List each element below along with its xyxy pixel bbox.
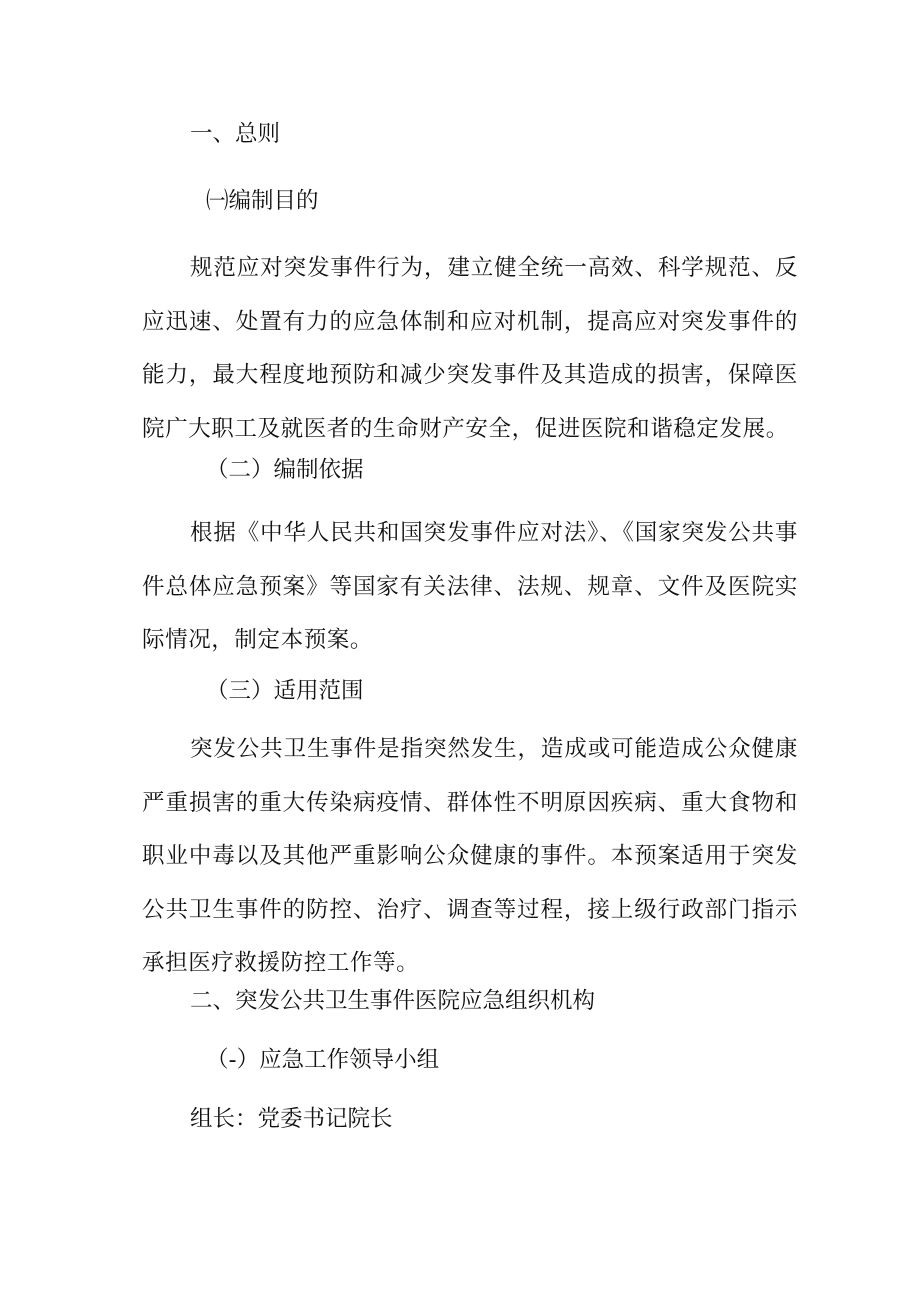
- section-heading-organization: 二、突发公共卫生事件医院应急组织机构: [190, 988, 596, 1014]
- subheading-scope: （三）适用范围: [206, 678, 364, 704]
- paragraph-scope: 突发公共卫生事件是指突然发生，造成或可能造成公众健康严重损害的重大传染病疫情、群体性不明原因疾病、重大食物和职业中毒以及其他严重影响公众健康的事件。本预案适用于突发公共卫生事件的防控、治疗、调查等过程，接上级行政部门指示承担医疗救援防控工作等。: [142, 736, 798, 976]
- paragraph-basis: 根据《中华人民共和国突发事件应对法》、《国家突发公共事件总体应急预案》等国家有关法律、法规、规章、文件及医院实际情况，制定本预案。: [142, 520, 798, 653]
- paragraph-purpose: 规范应对突发事件行为，建立健全统一高效、科学规范、反应迅速、处置有力的应急体制和应对机制，提高应对突发事件的能力，最大程度地预防和减少突发事件及其造成的损害，保障医院广大职工及就医者的生命财产安全，促进医院和谐稳定发展。: [142, 255, 798, 442]
- section-heading-general: 一、总则: [190, 121, 281, 147]
- subheading-leadership-group: （-）应急工作领导小组: [206, 1047, 440, 1073]
- paragraph-group-leader: 组长：党委书记院长: [190, 1106, 393, 1132]
- subheading-purpose: ㈠编制目的: [206, 188, 319, 214]
- subheading-basis: （二）编制依据: [206, 457, 364, 483]
